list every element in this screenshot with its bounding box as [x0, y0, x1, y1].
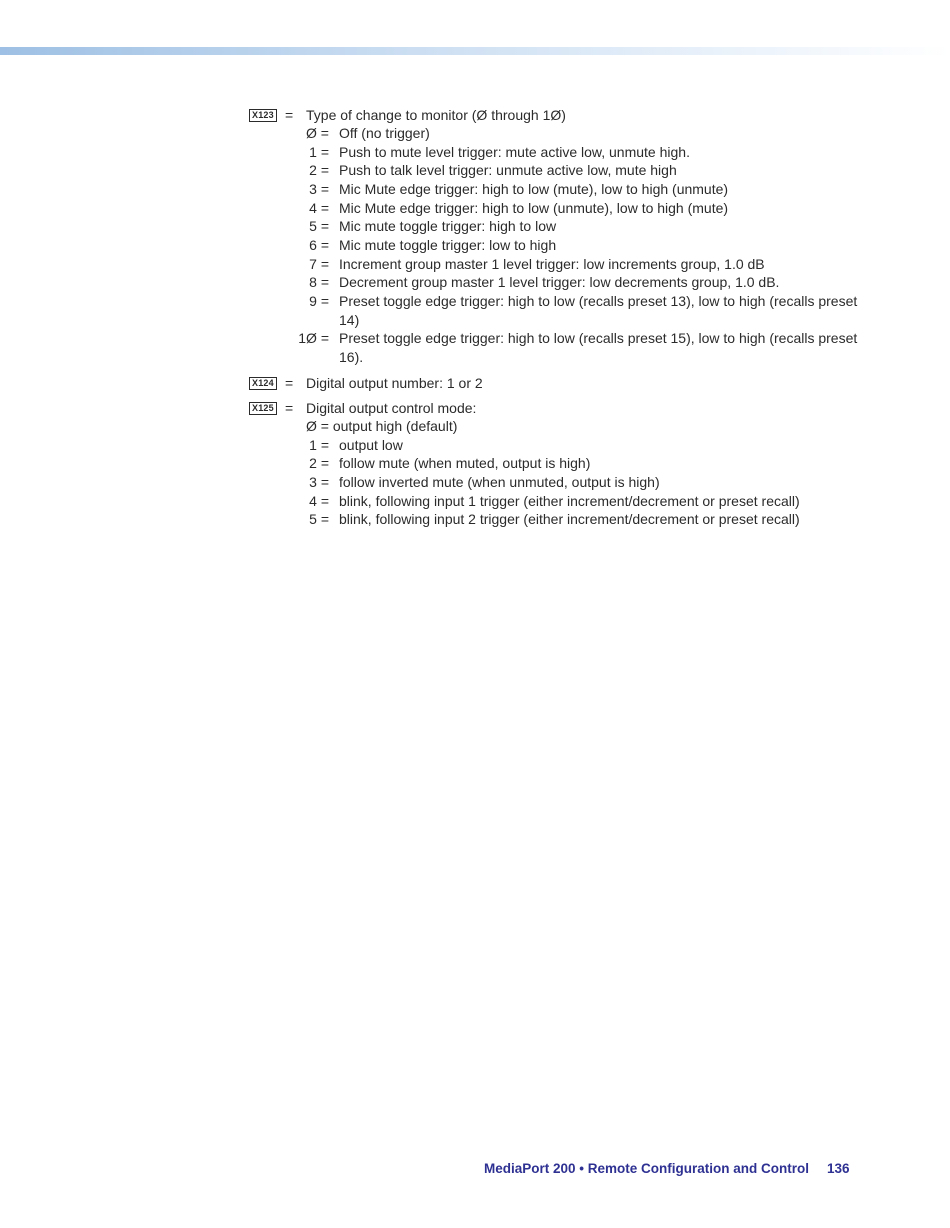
variable-tag: X125: [249, 402, 277, 415]
footer-title: MediaPort 200 • Remote Configuration and Control: [484, 1161, 809, 1176]
option-number: 5 =: [309, 218, 329, 234]
option-text: blink, following input 2 trigger (either increment/decrement or preset recall): [339, 511, 800, 527]
option-text: follow inverted mute (when unmuted, output is high): [339, 474, 660, 490]
option-number: 2 =: [309, 455, 329, 471]
variable-tag: X124: [249, 377, 277, 390]
option-text: output low: [339, 437, 403, 453]
option-text: Push to mute level trigger: mute active low, unmute high.: [339, 144, 690, 160]
option-number: 8 =: [309, 274, 329, 290]
variable-tag: X123: [249, 109, 277, 122]
page-number: 136: [827, 1161, 850, 1176]
page-footer: [484, 1161, 850, 1176]
option-text: Preset toggle edge trigger: high to low (recalls preset 13), low to high (recalls preset 14): [339, 293, 858, 328]
option-number: 4 =: [309, 493, 329, 509]
option-text: follow mute (when muted, output is high): [339, 455, 591, 471]
option-text: Mic mute toggle trigger: high to low: [339, 218, 557, 234]
variable-description: Type of change to monitor (Ø through 1Ø): [306, 107, 566, 123]
option-number: 6 =: [309, 237, 329, 253]
option-text: Decrement group master 1 level trigger: low decrements group, 1.0 dB.: [339, 274, 780, 290]
option-number: 4 =: [309, 200, 329, 216]
option-number: 3 =: [309, 181, 329, 197]
option-number: Ø =: [306, 125, 329, 141]
option-number: 9 =: [309, 293, 329, 309]
option-number: 1Ø =: [298, 330, 329, 346]
option-text: Mic Mute edge trigger: high to low (mute), low to high (unmute): [339, 181, 729, 197]
option-default-text: Ø = output high (default): [306, 418, 458, 434]
option-text: Mic Mute edge trigger: high to low (unmute), low to high (mute): [339, 200, 729, 216]
option-text: Mic mute toggle trigger: low to high: [339, 237, 557, 253]
equals-sign: =: [285, 375, 294, 391]
option-number: 1 =: [309, 437, 329, 453]
variable-description: Digital output number: 1 or 2: [306, 375, 483, 391]
option-number: 3 =: [309, 474, 329, 490]
variable-description: Digital output control mode:: [306, 400, 477, 416]
option-text: Preset toggle edge trigger: high to low (recalls preset 15), low to high (recalls preset 16).: [339, 330, 858, 365]
option-number: 1 =: [309, 144, 329, 160]
equals-sign: =: [285, 107, 294, 123]
header-accent-band: [0, 47, 950, 55]
option-text: Off (no trigger): [339, 125, 430, 141]
equals-sign: =: [285, 400, 294, 416]
option-text: Increment group master 1 level trigger: low increments group, 1.0 dB: [339, 256, 765, 272]
option-number: 5 =: [309, 511, 329, 527]
option-number: 7 =: [309, 256, 329, 272]
option-text: Push to talk level trigger: unmute active low, mute high: [339, 162, 677, 178]
option-number: 2 =: [309, 162, 329, 178]
option-text: blink, following input 1 trigger (either increment/decrement or preset recall): [339, 493, 800, 509]
